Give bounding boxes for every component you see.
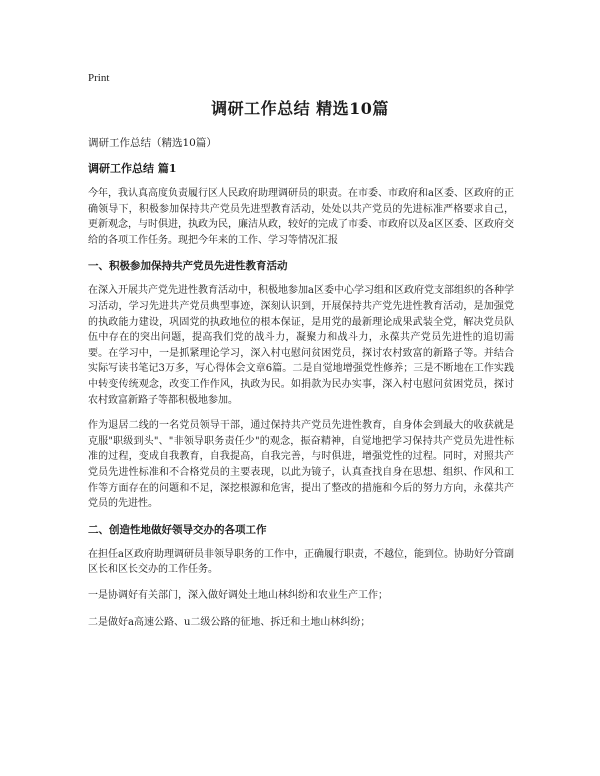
document-body xyxy=(88,160,514,642)
list-item-1: 一是协调好有关部门，深入做好调处土地山林纠纷和农业生产工作； xyxy=(88,589,388,601)
list-item-2: 二是做好a高速公路、u二级公路的征地、拆迁和土地山林纠纷； xyxy=(88,616,371,628)
document-subtitle: 调研工作总结（精选10篇） xyxy=(88,137,217,149)
subsection-heading-1: 一、积极参加保持共产党员先进性教育活动 xyxy=(88,260,288,273)
page-title: 调研工作总结 精选10篇 xyxy=(211,99,389,118)
intro-paragraph: 今年，我认真高度负责履行区人民政府助理调研员的职责。在市委、市政府和a区委、区政府的正确领导下，积极参加保持共产党员先进型教育活动，处处以共产党员的先进标准严格要求自己，更新观念，与时俱进，执政为民，廉洁从政，较好的完成了市委、市政府以及a区区委、区政府交给的各项工作任务。现把今年来的工作、学习等情况汇报 xyxy=(88,188,514,246)
section-heading: 调研工作总结 篇1 xyxy=(88,162,177,175)
paragraph-1: 在深入开展共产党先进性教育活动中，积极地参加a区委中心学习组和区政府党支部组织的各种学习活动，学习先进共产党员典型事迹，深刻认识到，开展保持共产党先进性教育活动，是加强党的执政能力建设，巩固党的执政地位的根本保证，是用党的最新理论成果武装全党，解决党员队伍中存在的突出问题，提高我们党的战斗力，凝聚力和战斗力，永葆共产党员先进性的追切需要。在学习中，一是抓紧理论学习，深入村屯慰问贫困党员，探讨农村致富的新路子等。并结合实际写读书笔记3万多，写心得体会文章6篇。二是自觉地增强党性修养；三是不断地在工作实践中转变传统观念，改变工作作风，执政为民。如捐款为民办实事，深入村屯慰问贫困党员，探讨农村致富新路子等都积极地参加。 xyxy=(88,285,514,406)
subsection-heading-2: 二、创造性地做好领导交办的各项工作 xyxy=(88,523,267,536)
paragraph-2: 作为退居二线的一名党员领导干部，通过保持共产党员先进性教育，自身体会到最大的收获就是克服"职级到头"、"非领导职务责任少"的观念，振奋精神，自觉地把学习保持共产党员先进性标准的过程，变成自我教育，自我提高，自我完善，与时俱进，增强党性的过程。同时，对照共产党员先进性标准和不合格党员的主要表现，以此为镜子，认真查找自身在思想、组织、作风和工作等方面存在的问题和不足，深挖根源和危害，提出了整改的措施和今后的努力方向，永葆共产党员的先进性。 xyxy=(88,420,514,510)
paragraph-3: 在担任a区政府助理调研员非领导职务的工作中，正确履行职责，不越位，能到位。协助好分管副区长和区长交办的工作任务。 xyxy=(88,548,514,576)
print-link[interactable]: Print xyxy=(88,72,110,84)
